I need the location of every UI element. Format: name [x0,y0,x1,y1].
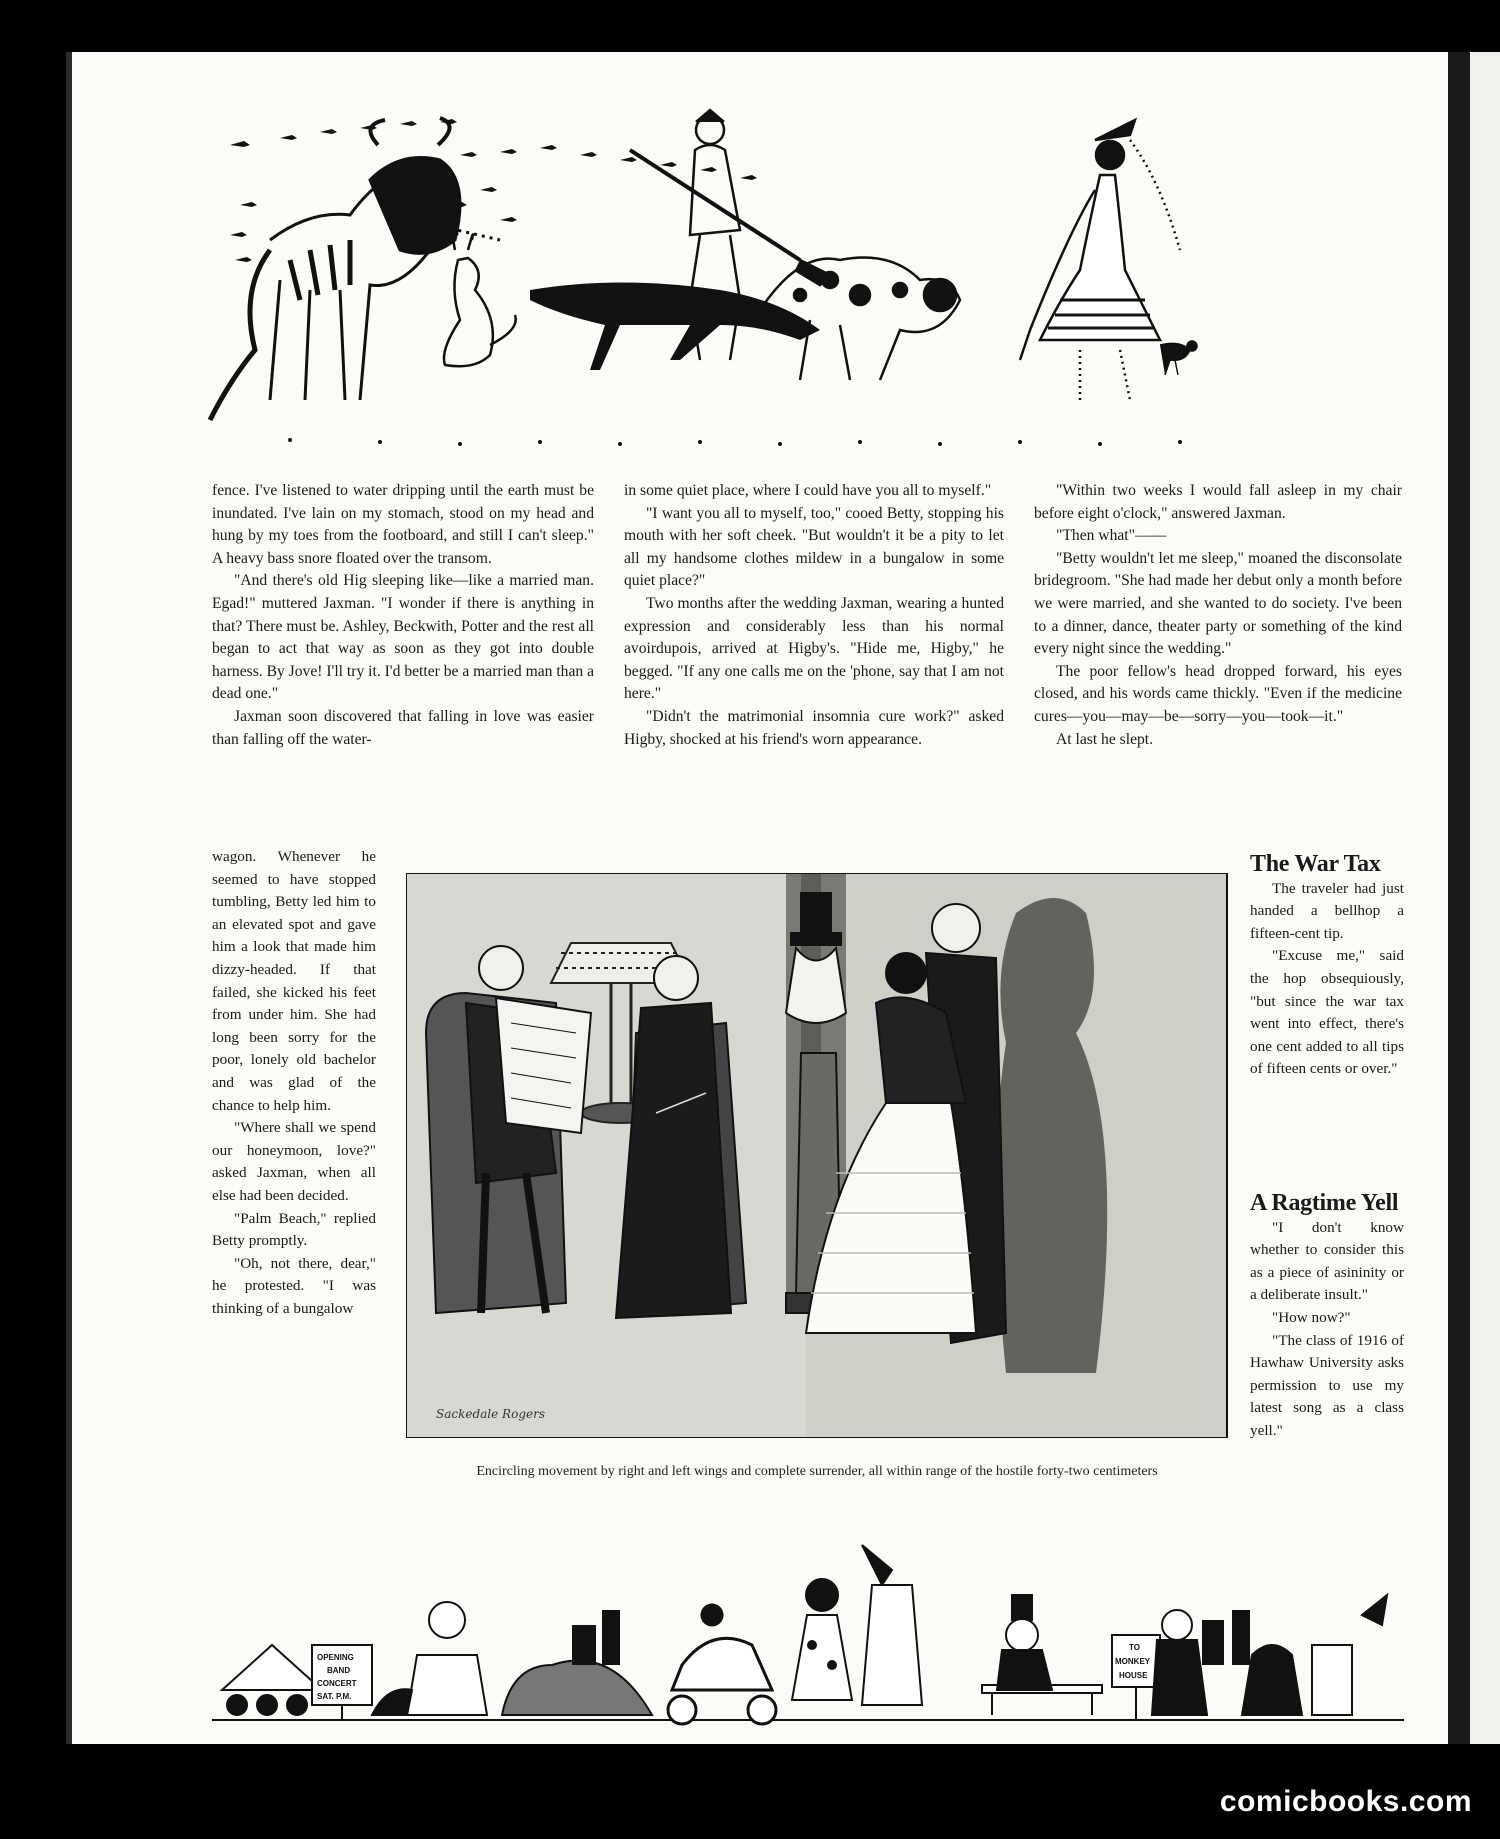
ragtime-yell-paragraph: "How now?" [1272,1308,1351,1326]
illustration-caption: Encircling movement by right and left wings and complete surrender, all within range of the hostile forty-two centimeters [476,1464,1158,1479]
column1-narrow-paragraph: "Where shall we spend our honeymoon, love?" asked Jaxman, when all else had been decided. [212,1119,376,1204]
small-dog-figure [1160,341,1197,375]
column1-paragraph: Jaxman soon discovered that falling in love was easier than falling off the water- [212,707,594,748]
article-column-3 [1034,480,1402,751]
ragtime-yell-title: A Ragtime Yell [1250,1190,1399,1216]
weasel-dog-figure [530,283,820,371]
column3-paragraph: The poor fellow's head dropped forward, his eyes closed, and his words came thickly. "Even if the medicine cures—you—may—be—sorry—you—took—it." [1034,662,1402,725]
column3-paragraph: At last he slept. [1056,730,1154,748]
sign-band-line: BAND [327,1666,351,1675]
column2-paragraph: Two months after the wedding Jaxman, wearing a hunted expression and considerably less than his normal avoirdupois, arrived at Higby's. "Hide me, Higby," he begged. "If any one calls me on the 'phone, say that I am not here." [624,594,1004,703]
column2-paragraph: "Didn't the matrimonial insomnia cure work?" asked Higby, shocked at his friend's worn appearance. [624,707,1004,748]
column1-paragraph: fence. I've listened to water dripping until the earth must be inundated. I've lain on my stomach, stood on my head and hung by my toes from the footboard, and still I can't sleep." A heavy bass snore floated over the transom. [212,482,594,567]
war-tax-paragraph: The traveler had just handed a bellhop a fifteen-cent tip. [1250,879,1404,942]
column3-paragraph: "Within two weeks I would fall asleep in my chair before eight o'clock," answered Jaxman. [1034,482,1402,522]
carousel-figure [222,1645,322,1715]
scan-border [0,0,66,52]
sign-house-line: HOUSE [1119,1671,1148,1680]
column3-paragraph: "Betty wouldn't let me sleep," moaned the disconsolate bridegroom. "She had made her debut only a month before we were married, and she wanted to do society. I've been to a dinner, dance, theater party or something of the kind every night since the wedding." [1034,549,1402,658]
column1-narrow-paragraph: "Palm Beach," replied Betty promptly. [212,1209,376,1250]
illustrator-signature: Sackedale Rogers [436,1407,545,1421]
ragtime-yell-paragraph: "I don't know whether to consider this as a piece of asininity or a deliberate insult." [1250,1218,1404,1304]
ragtime-yell-paragraph: "The class of 1916 of Hawhaw University asks permission to use my latest song as a class yell." [1250,1331,1404,1439]
park-visitors [1152,1595,1387,1715]
sign-house-line: TO [1129,1643,1140,1652]
column1-narrow-paragraph: "Oh, not there, dear," he protested. "I was thinking of a bungalow [212,1254,376,1317]
sign-band-line: SAT. P.M. [317,1692,352,1701]
column3-paragraph: "Then what"—— [1056,527,1167,545]
rabbit-figure [444,232,516,366]
war-tax-sidebar [1250,853,1404,1081]
shadow-silhouette [996,898,1107,1373]
column1-paragraph: "And there's old Hig sleeping like—like a married man. Egad!" muttered Jaxman. "I wonder if there is anything in that? There must be. Ashley, Beckwith, Potter and the rest all began to act that way as soon as they got into double harness. By Jove! I'll try it. I'd better be a married man than a dead one." [212,572,594,703]
bench-with-man [982,1595,1102,1715]
column2-paragraph: in some quiet place, where I could have you all to myself." [624,482,992,499]
sign-house-line: MONKEY [1115,1657,1151,1666]
clown-figures [792,1545,922,1705]
facing-page-edge [1470,52,1500,1744]
war-tax-paragraph: "Excuse me," said the hop obsequiously, "but since the war tax went into effect, there's one cent added to all tips of fifteen cents or over." [1250,947,1404,1078]
article-column-1-narrow [212,846,376,1320]
baby-carriage [668,1605,776,1724]
article-column-2 [624,480,1004,751]
war-tax-title: The War Tax [1250,851,1381,877]
flying-birds [230,119,757,262]
ragtime-yell-sidebar [1250,1192,1404,1443]
sign-band-line: OPENING [317,1653,354,1662]
column2-paragraph: "I want you all to myself, too," cooed Betty, stopping his mouth with her soft cheek. "But wouldn't it be a pity to let all my handsome clothes mildew in a bungalow in some quiet place?" [624,504,1004,590]
footer-park-scene-illustration [212,1515,1404,1740]
header-animal-parade-illustration [200,100,1400,460]
ground-dots [288,438,1182,446]
woman-with-parasol-figure [1020,120,1180,400]
sign-band-line: CONCERT [317,1679,357,1688]
article-column-1-top [212,480,594,751]
watermark-text: comicbooks.com [1219,1785,1472,1818]
page-gutter [1448,52,1470,1744]
column1-narrow-paragraph: wagon. Whenever he seemed to have stopped tumbling, Betty led him to an elevated spot and gave him a look that made him dizzy-headed. If that failed, she kicked his feet from under him. She had long been sorry for the poor, lonely old bachelor and was glad of the chance to help him. [212,848,376,1114]
parlor-scene-illustration [406,873,1228,1438]
